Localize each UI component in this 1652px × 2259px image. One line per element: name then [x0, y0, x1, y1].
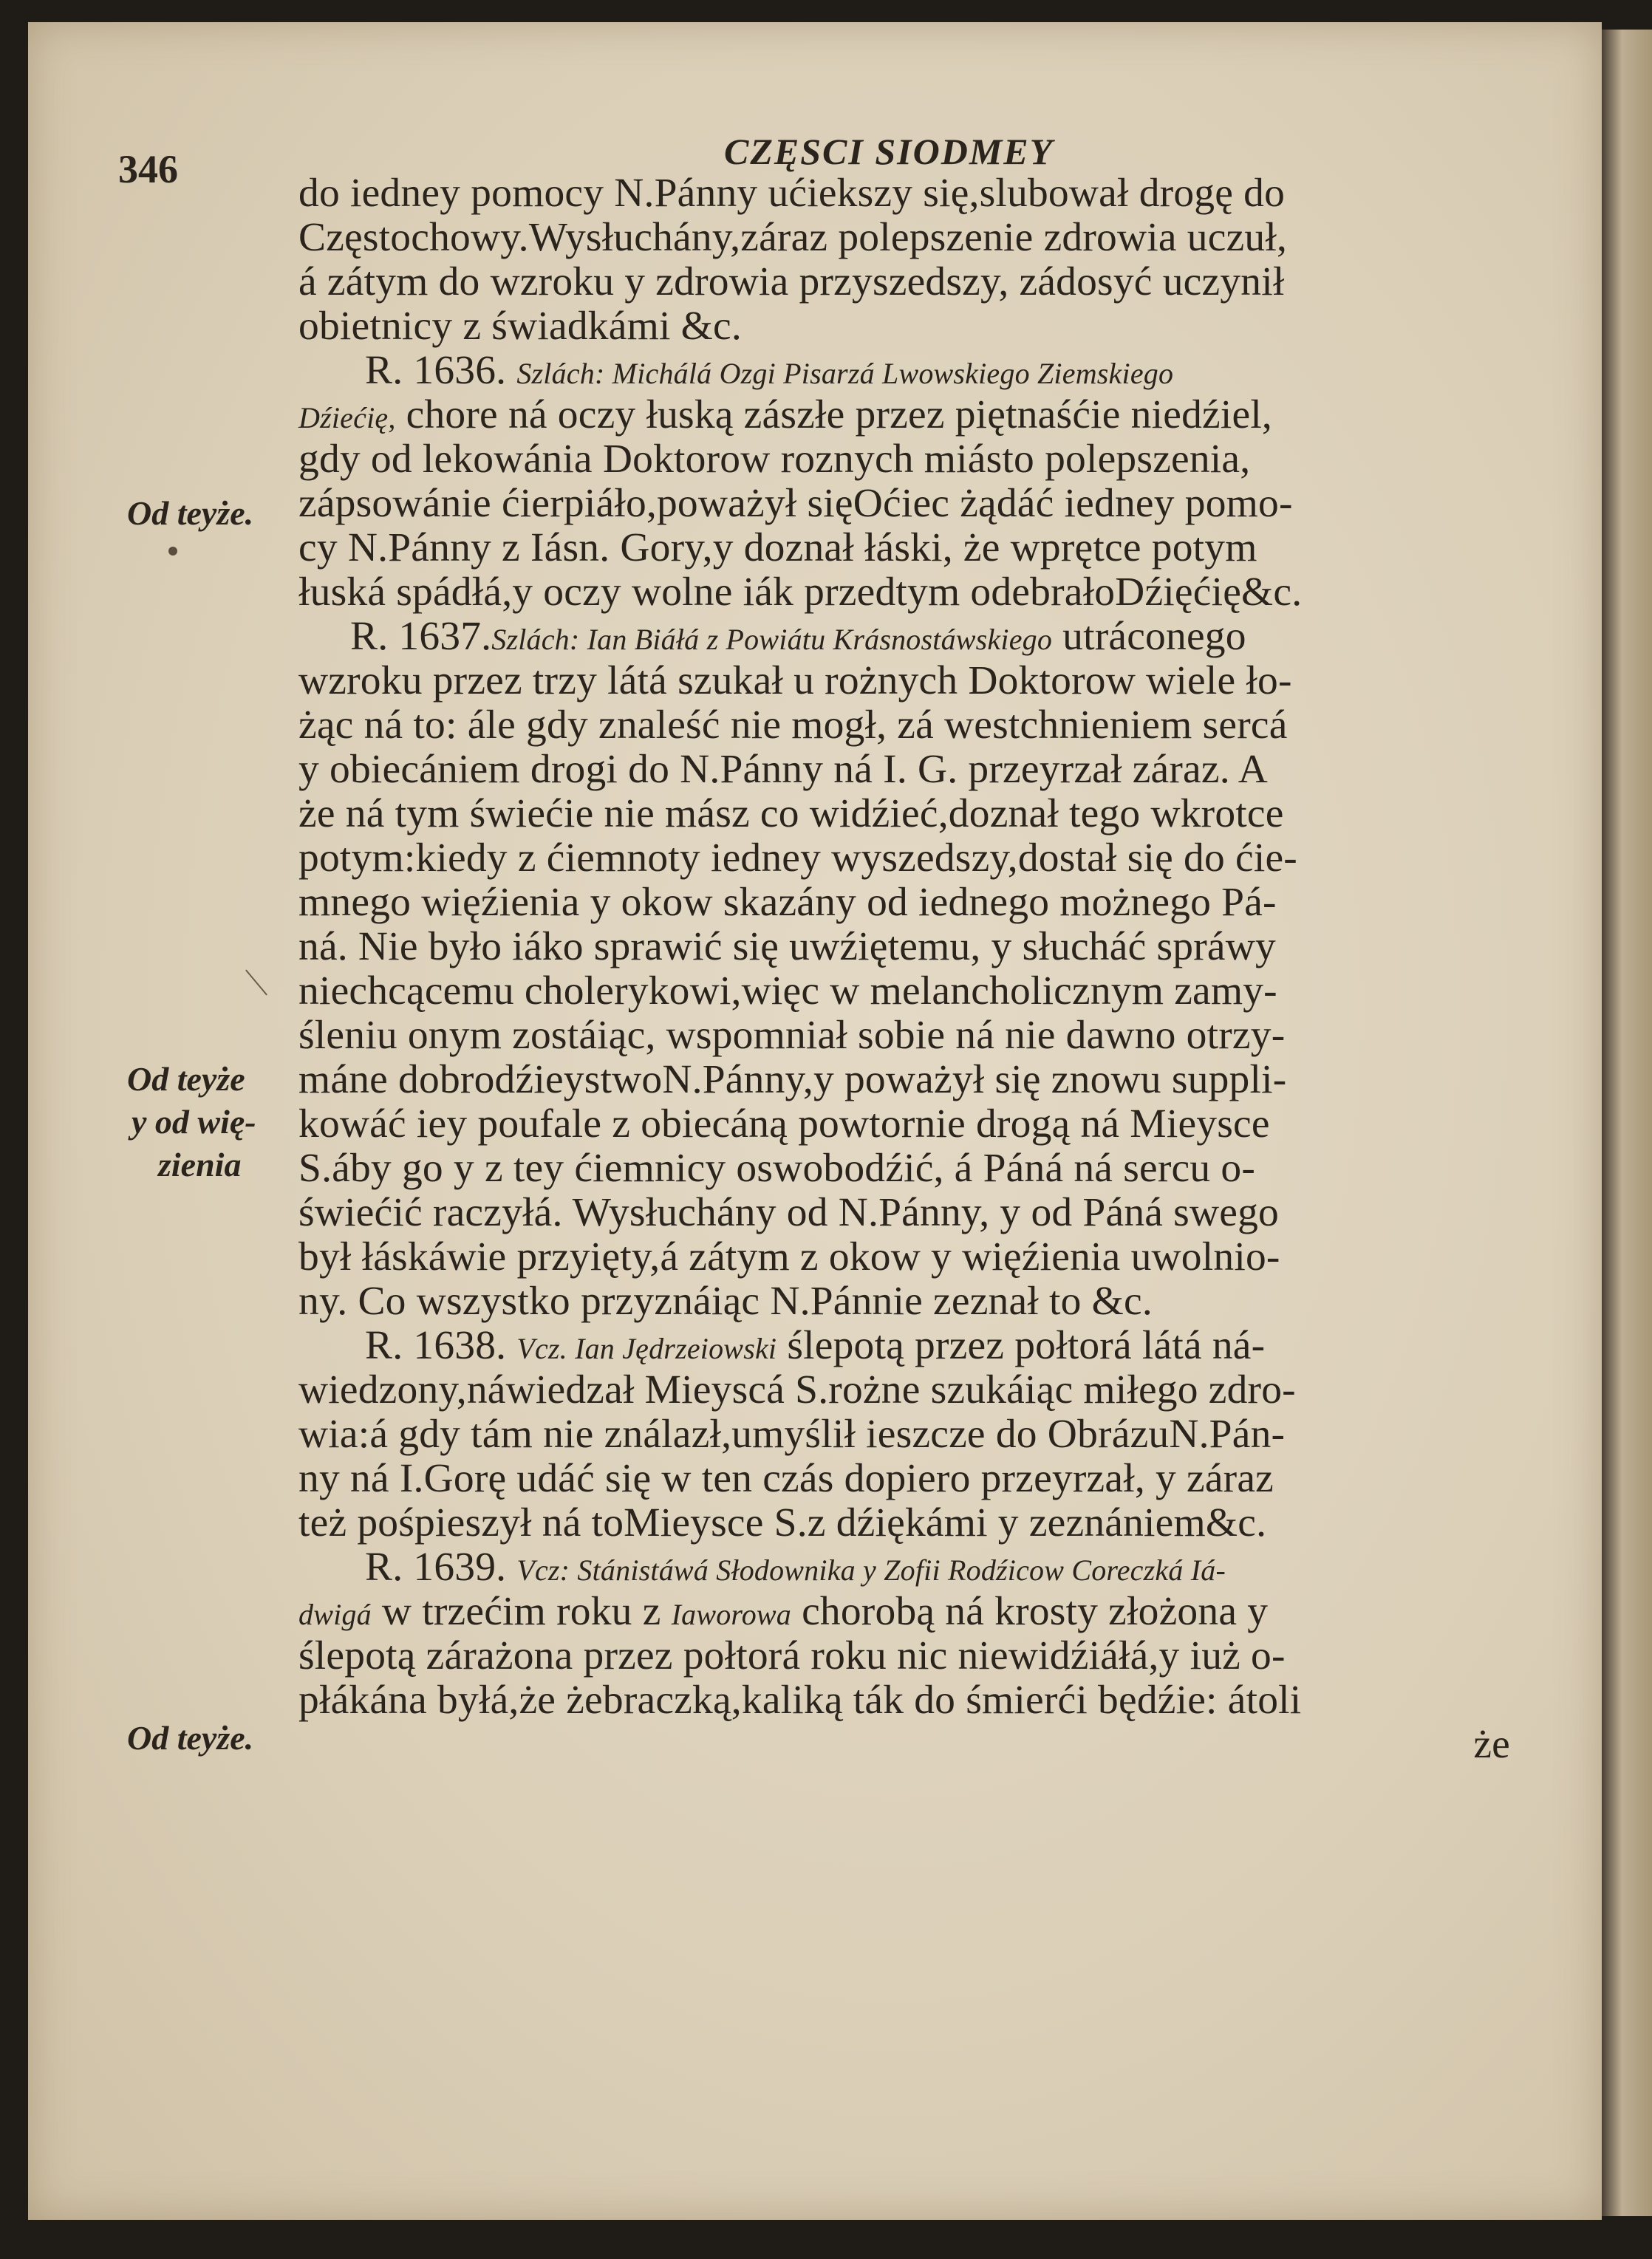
catchword: że [1473, 1722, 1510, 1767]
text-line: zápsowánie ćierpiáło,poważył sięOćiec żądáć iedney pomo- [298, 481, 1293, 526]
text-line [298, 615, 1547, 659]
margin-note: Od teyże [127, 1060, 245, 1098]
text-span: utráconego [1062, 614, 1246, 659]
running-head: CZĘSCI SIODMEY [724, 131, 1054, 172]
text-line: ná. Nie było iáko sprawić się uwźiętemu, y słucháć spráwy [298, 924, 1276, 969]
text-line [298, 1324, 1547, 1368]
text-line: obietnicy z świadkámi &c. [298, 304, 742, 349]
body-text [298, 171, 1547, 1767]
text-line: wiedzony,náwiedzał Mieyscá S.rożne szukáiąc miłego zdro- [298, 1367, 1296, 1412]
text-line: wia:á gdy tám nie ználazł,umyślił ieszcze do ObrázuN.Pán- [298, 1412, 1286, 1457]
year-label: R. 1637. [350, 614, 492, 659]
margin-note: y od wię- [132, 1103, 256, 1141]
text-line [298, 349, 1547, 393]
text-line: ny ná I.Gorę udáć się w ten czás dopiero przeyrzał, y záraz [298, 1456, 1274, 1501]
italic-note: Szlách: Ian Biáłá z Powiátu Krásnostáwskiego [491, 623, 1053, 656]
text-line [298, 1545, 1547, 1590]
text-line: gdy od lekowánia Doktorow roznych miásto polepszenia, [298, 437, 1251, 482]
italic-note: Vcz. Ian Jędrzeiowski [516, 1332, 777, 1365]
page-number: 346 [118, 147, 178, 191]
text-line: był łáskáwie przyięty,á zátym z okow y więźienia uwolnio- [298, 1234, 1280, 1279]
year-label: R. 1639. [365, 1545, 507, 1590]
text-line [298, 1590, 1547, 1634]
italic-note: dwigá [298, 1598, 372, 1631]
margin-note: zienia [158, 1146, 242, 1183]
margin-note: Od teyże. [127, 1719, 254, 1757]
italic-note: Dźiećię, [298, 401, 396, 434]
year-label: R. 1638. [365, 1323, 507, 1368]
text-line: też pośpieszył ná toMieysce S.z dźiękámi y zeznániem&c. [298, 1500, 1267, 1545]
text-line: S.áby go y z tey ćiemnicy oswobodźić, á Páná ná sercu o- [298, 1146, 1256, 1191]
text-line: ny. Co wszystko przyznáiąc N.Pánnie zeznał to &c. [298, 1279, 1153, 1324]
text-line: świećić raczyłá. Wysłuchány od N.Pánny, y od Páná swego [298, 1190, 1279, 1235]
next-page-edge [1602, 30, 1652, 2216]
text-span: chore ná oczy łuską zászłe przez piętnaśćie niedźiel, [406, 392, 1273, 437]
italic-note: Vcz: Stánistáwá Słodownika y Zofii Rodźicow Coreczká Iá- [516, 1554, 1226, 1587]
text-line: Częstochowy.Wysłuchány,záraz polepszenie zdrowia uczuł, [298, 215, 1288, 260]
text-line: żąc ná to: ále gdy znaleść nie mogł, zá westchnieniem sercá [298, 703, 1288, 748]
text-line: płákána byłá,że żebraczką,kaliką ták do śmierći będźie: átoli [298, 1678, 1302, 1723]
text-line: potym:kiedy z ćiemnoty iedney wyszedszy,dostał się do ćie- [298, 835, 1297, 881]
text-line: do iedney pomocy N.Pánny ućiekszy się,slubował drogę do [298, 171, 1286, 216]
year-label: R. 1636. [365, 348, 507, 393]
text-span: w trzećim roku z [381, 1589, 661, 1634]
text-line: kowáć iey poufale z obiecáną powtornie drogą ná Mieysce [298, 1101, 1270, 1146]
text-line: że ná tym świećie nie mász co widźieć,doznał tego wkrotce [298, 791, 1284, 836]
margin-note: Od teyże. [127, 494, 254, 532]
text-line: á zátym do wzroku y zdrowia przyszedszy, zádosyć uczynił [298, 259, 1285, 304]
text-line [298, 393, 1547, 437]
text-line: máne dobrodźieystwoN.Pánny,y poważył się znowu suppli- [298, 1057, 1287, 1102]
text-line: śleniu onym zostáiąc, wspomniał sobie ná nie dawno otrzy- [298, 1013, 1286, 1058]
text-span: chorobą ná krosty złożona y [802, 1589, 1269, 1634]
text-line: mnego więźienia y okow skazány od iednego możnego Pá- [298, 880, 1277, 925]
text-line: ślepotą zárażona przez połtorá roku nic niewidźiáłá,y iuż o- [298, 1633, 1286, 1678]
text-line: y obiecániem drogi do N.Pánny ná I. G. przeyrzał záraz. A [298, 747, 1269, 792]
text-line: niechcącemu cholerykowi,więc w melancholicznym zamy- [298, 968, 1277, 1014]
text-line: wzroku przez trzy látá szukał u rożnych Doktorow wiele ło- [298, 658, 1292, 703]
text-line: łuská spádłá,y oczy wolne iák przedtym odebrałoDźięćię&c. [298, 570, 1303, 615]
text-line: cy N.Pánny z Iásn. Gory,y doznał łáski, że wprętce potym [298, 525, 1257, 570]
ink-dot [168, 547, 177, 556]
italic-note: Szlách: Michálá Ozgi Pisarzá Lwowskiego Ziemskiego [516, 357, 1174, 390]
text-span: ślepotą przez połtorá látá ná- [787, 1323, 1266, 1368]
italic-note: Iaworowa [671, 1598, 791, 1631]
